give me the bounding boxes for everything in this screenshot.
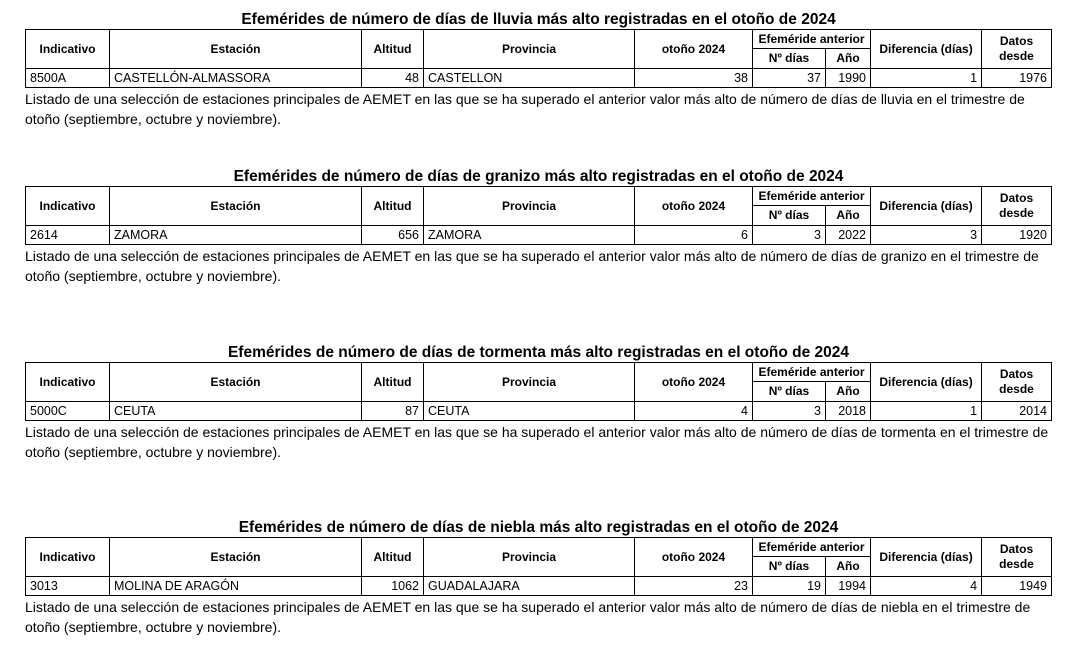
header-datos-desde-line2: desde	[999, 49, 1034, 63]
table-row	[26, 226, 1052, 245]
cell-datos-desde: 2014	[982, 402, 1052, 421]
header-anio: Año	[826, 49, 871, 69]
header-estacion: Estación	[110, 30, 362, 69]
header-estacion: Estación	[110, 538, 362, 577]
header-otono: otoño 2024	[635, 363, 753, 402]
efemerides-section	[25, 344, 1052, 462]
header-indicativo: Indicativo	[26, 30, 110, 69]
header-datos-desde-line2: desde	[999, 557, 1034, 571]
header-estacion: Estación	[110, 363, 362, 402]
cell-provincia: CASTELLON	[424, 69, 635, 88]
header-n-dias: Nº días	[753, 557, 826, 577]
cell-estacion: MOLINA DE ARAGÓN	[110, 577, 362, 596]
cell-indicativo: 8500A	[26, 69, 110, 88]
cell-datos-desde: 1976	[982, 69, 1052, 88]
header-n-dias: Nº días	[753, 382, 826, 402]
header-anio: Año	[826, 557, 871, 577]
efemerides-section	[25, 168, 1052, 286]
cell-diferencia: 3	[871, 226, 982, 245]
section-title: Efemérides de número de días de granizo más alto registradas en el otoño de 2024	[233, 168, 844, 185]
section-note: Listado de una selección de estaciones principales de AEMET en las que se ha superado el anterior valor más alto de número de días de granizo en el trimestre de otoño (septiembre, octubre y noviembre).	[25, 248, 1039, 284]
header-anio: Año	[826, 382, 871, 402]
cell-estacion: ZAMORA	[110, 226, 362, 245]
cell-n-dias: 3	[753, 226, 826, 245]
cell-altitud: 87	[362, 402, 424, 421]
section-note: Listado de una selección de estaciones principales de AEMET en las que se ha superado el anterior valor más alto de número de días de lluvia en el trimestre de otoño (septiembre, octubre y noviembre).	[25, 91, 1025, 127]
header-estacion: Estación	[110, 187, 362, 226]
cell-altitud: 656	[362, 226, 424, 245]
cell-anio: 2018	[826, 402, 871, 421]
cell-estacion: CASTELLÓN-ALMASSORA	[110, 69, 362, 88]
cell-provincia: CEUTA	[424, 402, 635, 421]
header-datos-desde	[982, 363, 1052, 402]
cell-anio: 2022	[826, 226, 871, 245]
header-efemeride-anterior: Efeméride anterior	[753, 187, 871, 206]
header-diferencia: Diferencia (días)	[871, 363, 982, 402]
header-datos-desde	[982, 187, 1052, 226]
header-efemeride-anterior: Efeméride anterior	[753, 30, 871, 49]
cell-datos-desde: 1949	[982, 577, 1052, 596]
section-note: Listado de una selección de estaciones principales de AEMET en las que se ha superado el anterior valor más alto de número de días de niebla en el trimestre de otoño (septiembre, octubre y noviembre).	[25, 599, 1031, 635]
header-altitud: Altitud	[362, 538, 424, 577]
efemerides-table	[25, 362, 1052, 421]
cell-otono: 4	[635, 402, 753, 421]
header-datos-desde-line1: Datos	[999, 34, 1034, 48]
section-title: Efemérides de número de días de niebla más alto registradas en el otoño de 2024	[238, 519, 839, 536]
efemerides-section	[25, 11, 1052, 129]
cell-diferencia: 1	[871, 69, 982, 88]
header-diferencia: Diferencia (días)	[871, 538, 982, 577]
header-indicativo: Indicativo	[26, 363, 110, 402]
cell-n-dias: 3	[753, 402, 826, 421]
section-note: Listado de una selección de estaciones principales de AEMET en las que se ha superado el anterior valor más alto de número de días de tormenta en el trimestre de otoño (septiembre, octubre y noviembre).	[25, 424, 1049, 460]
header-datos-desde-line1: Datos	[999, 367, 1034, 381]
header-efemeride-anterior: Efeméride anterior	[753, 363, 871, 382]
header-indicativo: Indicativo	[26, 187, 110, 226]
efemerides-table	[25, 29, 1052, 88]
cell-diferencia: 4	[871, 577, 982, 596]
header-datos-desde-line2: desde	[999, 382, 1034, 396]
header-provincia: Provincia	[424, 363, 635, 402]
header-otono: otoño 2024	[635, 187, 753, 226]
header-datos-desde-line2: desde	[999, 206, 1034, 220]
efemerides-table	[25, 537, 1052, 596]
cell-estacion: CEUTA	[110, 402, 362, 421]
cell-datos-desde: 1920	[982, 226, 1052, 245]
header-otono: otoño 2024	[635, 30, 753, 69]
header-efemeride-anterior: Efeméride anterior	[753, 538, 871, 557]
section-title: Efemérides de número de días de lluvia más alto registradas en el otoño de 2024	[241, 11, 836, 28]
efemerides-section	[25, 519, 1052, 637]
cell-altitud: 48	[362, 69, 424, 88]
header-provincia: Provincia	[424, 538, 635, 577]
cell-indicativo: 3013	[26, 577, 110, 596]
cell-indicativo: 2614	[26, 226, 110, 245]
cell-provincia: GUADALAJARA	[424, 577, 635, 596]
header-datos-desde	[982, 538, 1052, 577]
header-n-dias: Nº días	[753, 206, 826, 226]
cell-diferencia: 1	[871, 402, 982, 421]
cell-n-dias: 37	[753, 69, 826, 88]
header-otono: otoño 2024	[635, 538, 753, 577]
cell-otono: 23	[635, 577, 753, 596]
cell-otono: 38	[635, 69, 753, 88]
section-title: Efemérides de número de días de tormenta más alto registradas en el otoño de 2024	[227, 344, 850, 361]
header-n-dias: Nº días	[753, 49, 826, 69]
header-datos-desde-line1: Datos	[999, 191, 1034, 205]
cell-anio: 1994	[826, 577, 871, 596]
header-provincia: Provincia	[424, 187, 635, 226]
header-diferencia: Diferencia (días)	[871, 30, 982, 69]
cell-provincia: ZAMORA	[424, 226, 635, 245]
cell-otono: 6	[635, 226, 753, 245]
cell-n-dias: 19	[753, 577, 826, 596]
header-altitud: Altitud	[362, 363, 424, 402]
table-row	[26, 402, 1052, 421]
header-provincia: Provincia	[424, 30, 635, 69]
header-datos-desde-line1: Datos	[999, 542, 1034, 556]
header-anio: Año	[826, 206, 871, 226]
efemerides-table	[25, 186, 1052, 245]
header-datos-desde	[982, 30, 1052, 69]
header-indicativo: Indicativo	[26, 538, 110, 577]
header-altitud: Altitud	[362, 30, 424, 69]
cell-altitud: 1062	[362, 577, 424, 596]
cell-indicativo: 5000C	[26, 402, 110, 421]
cell-anio: 1990	[826, 69, 871, 88]
table-row	[26, 577, 1052, 596]
header-altitud: Altitud	[362, 187, 424, 226]
table-row	[26, 69, 1052, 88]
header-diferencia: Diferencia (días)	[871, 187, 982, 226]
